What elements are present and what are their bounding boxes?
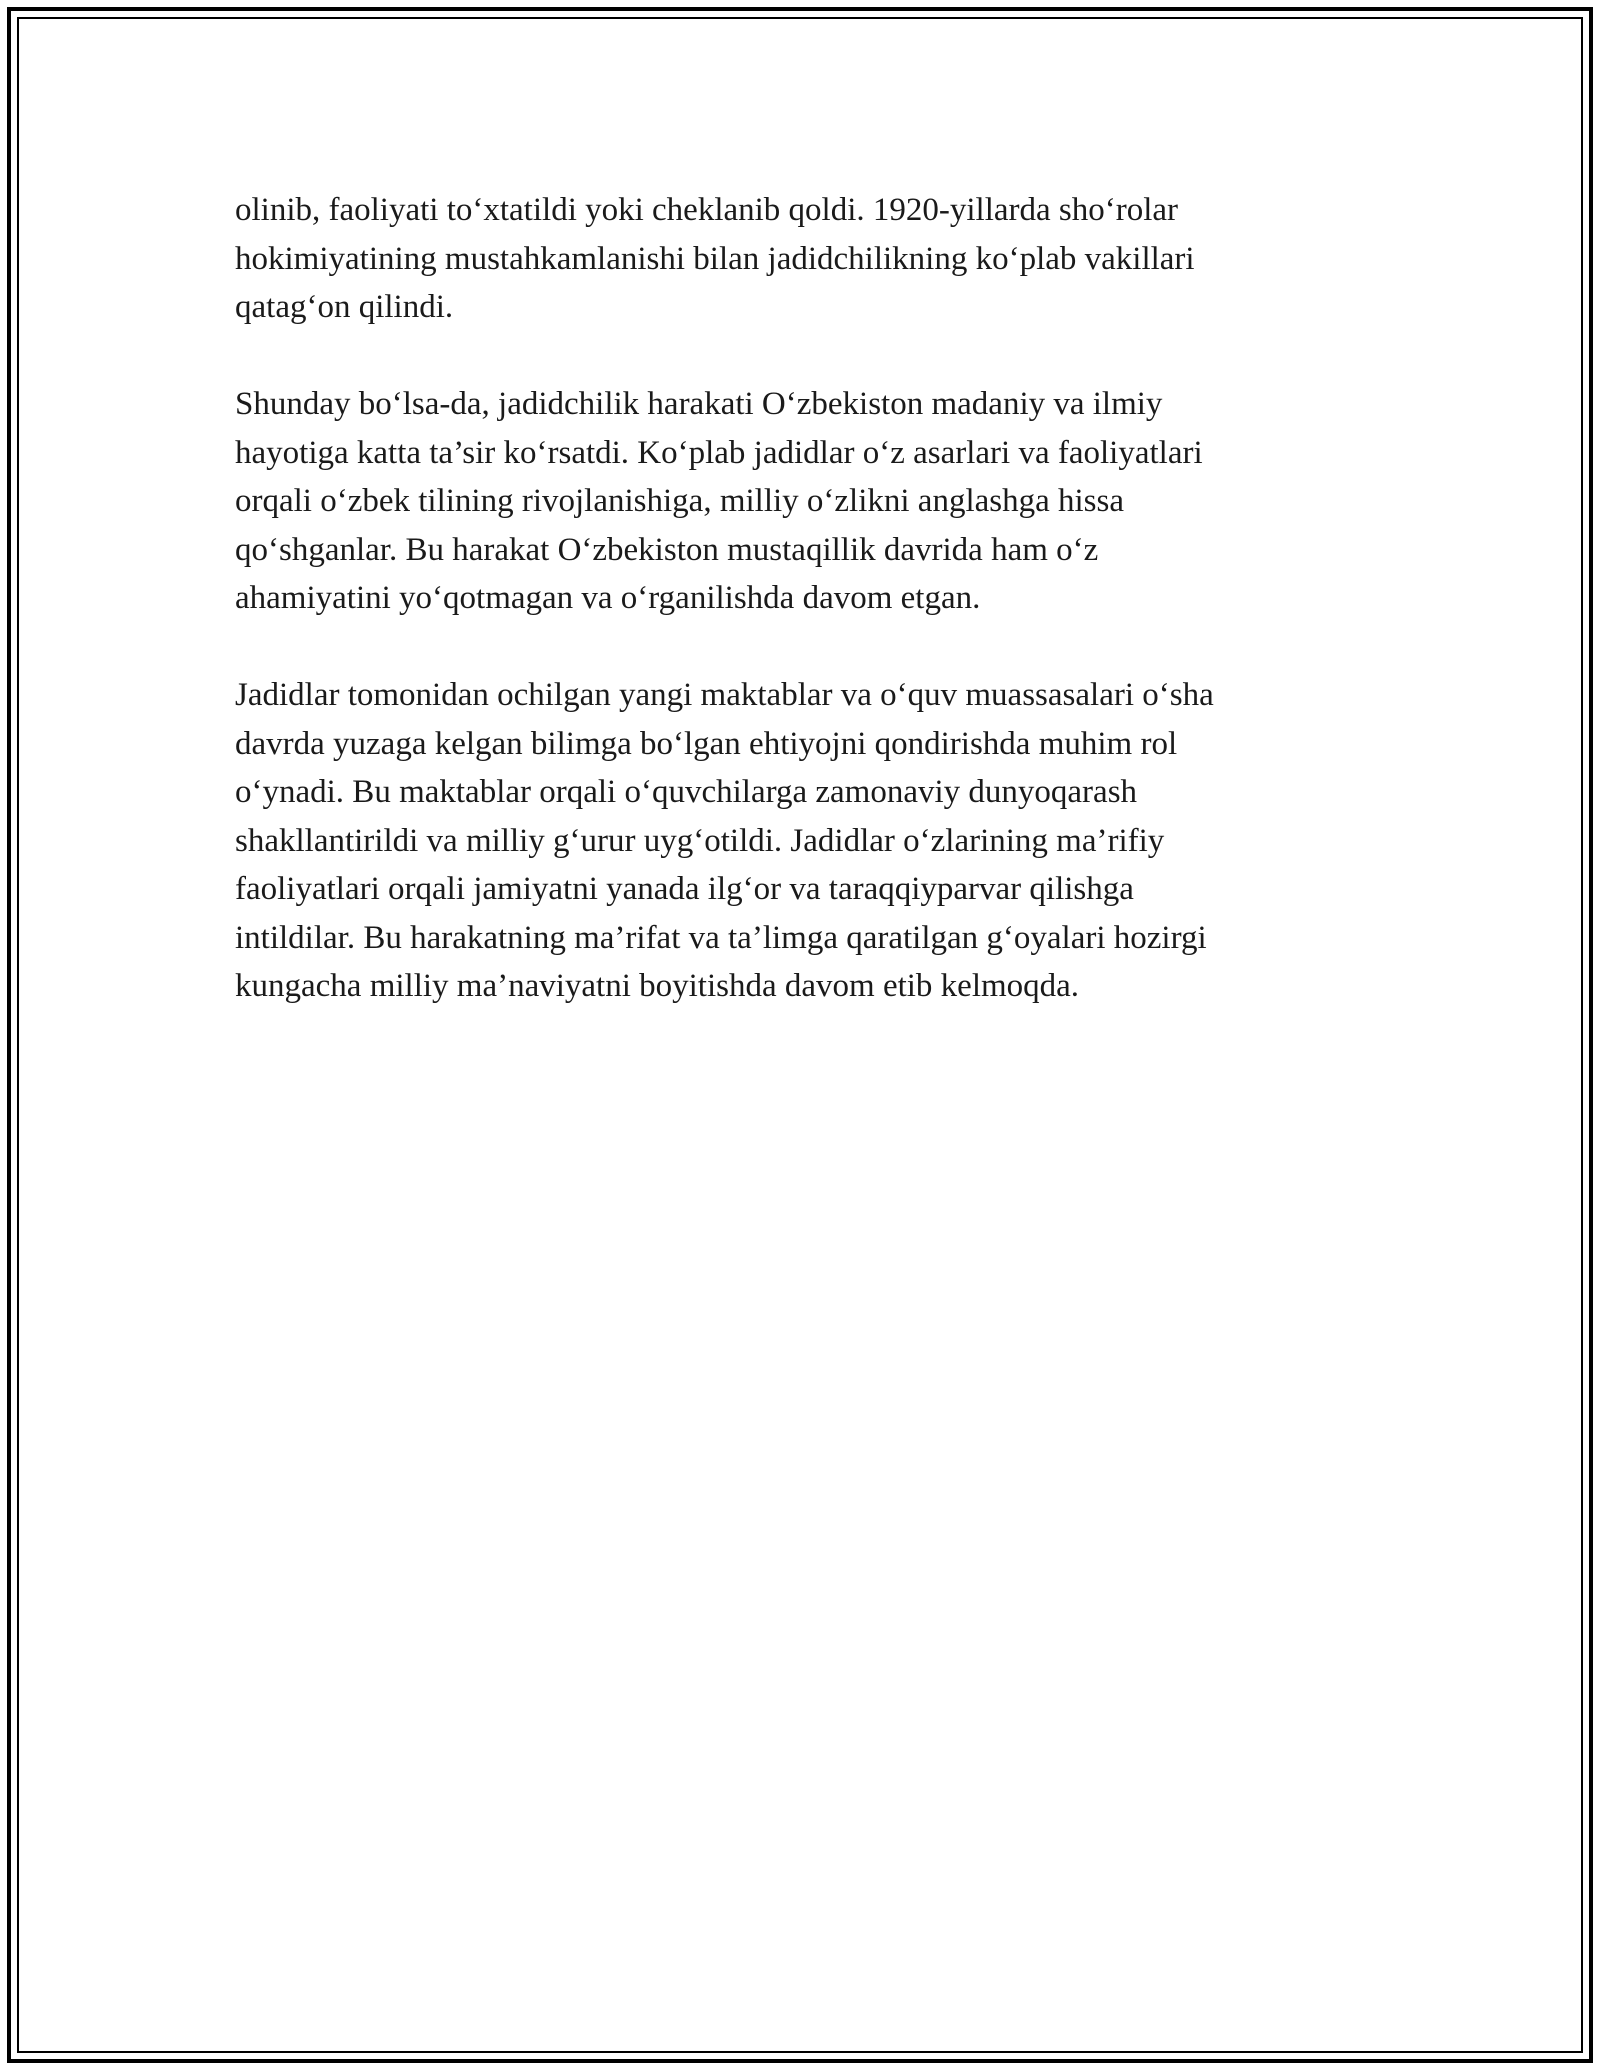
text-line: o‘ynadi. Bu maktablar orqali o‘quvchilarga zamonaviy dunyoqarash: [235, 774, 1138, 810]
text-line: orqali o‘zbek tilining rivojlanishiga, milliy o‘zlikni anglashga hissa: [235, 483, 1125, 519]
paragraph-3: [235, 671, 1360, 1011]
text-line: ahamiyatini yo‘qotmagan va o‘rganilishda davom etgan.: [235, 580, 981, 616]
text-line: kungacha milliy ma’naviyatni boyitishda davom etib kelmoqda.: [235, 968, 1080, 1004]
text-line: olinib, faoliyati to‘xtatildi yoki cheklanib qoldi. 1920-yillarda sho‘rolar: [235, 192, 1179, 228]
text-line: qatag‘on qilindi.: [235, 289, 454, 325]
paragraph-2: [235, 380, 1360, 623]
text-line: shakllantirildi va milliy g‘urur uyg‘otildi. Jadidlar o‘zlarining ma’rifiy: [235, 822, 1165, 859]
text-line: davrda yuzaga kelgan bilimga bo‘lgan ehtiyojni qondirishda muhim rol: [235, 725, 1178, 762]
document-body: [235, 186, 1360, 1059]
text-line: qo‘shganlar. Bu harakat O‘zbekiston mustaqillik davrida ham o‘z: [235, 531, 1099, 568]
text-line: hokimiyatining mustahkamlanishi bilan jadidchilikning ko‘plab vakillari: [235, 240, 1195, 277]
text-line: hayotiga katta ta’sir ko‘rsatdi. Ko‘plab jadidlar o‘z asarlari va faoliyatlari: [235, 434, 1203, 471]
paragraph-1: [235, 186, 1360, 332]
text-line: faoliyatlari orqali jamiyatni yanada ilg‘or va taraqqiyparvar qilishga: [235, 871, 1134, 907]
text-line: Shunday bo‘lsa-da, jadidchilik harakati O‘zbekiston madaniy va ilmiy: [235, 386, 1163, 422]
text-line: Jadidlar tomonidan ochilgan yangi maktablar va o‘quv muassasalari o‘sha: [235, 677, 1214, 713]
text-line: intildilar. Bu harakatning ma’rifat va ta’limga qaratilgan g‘oyalari hozirgi: [235, 919, 1207, 956]
